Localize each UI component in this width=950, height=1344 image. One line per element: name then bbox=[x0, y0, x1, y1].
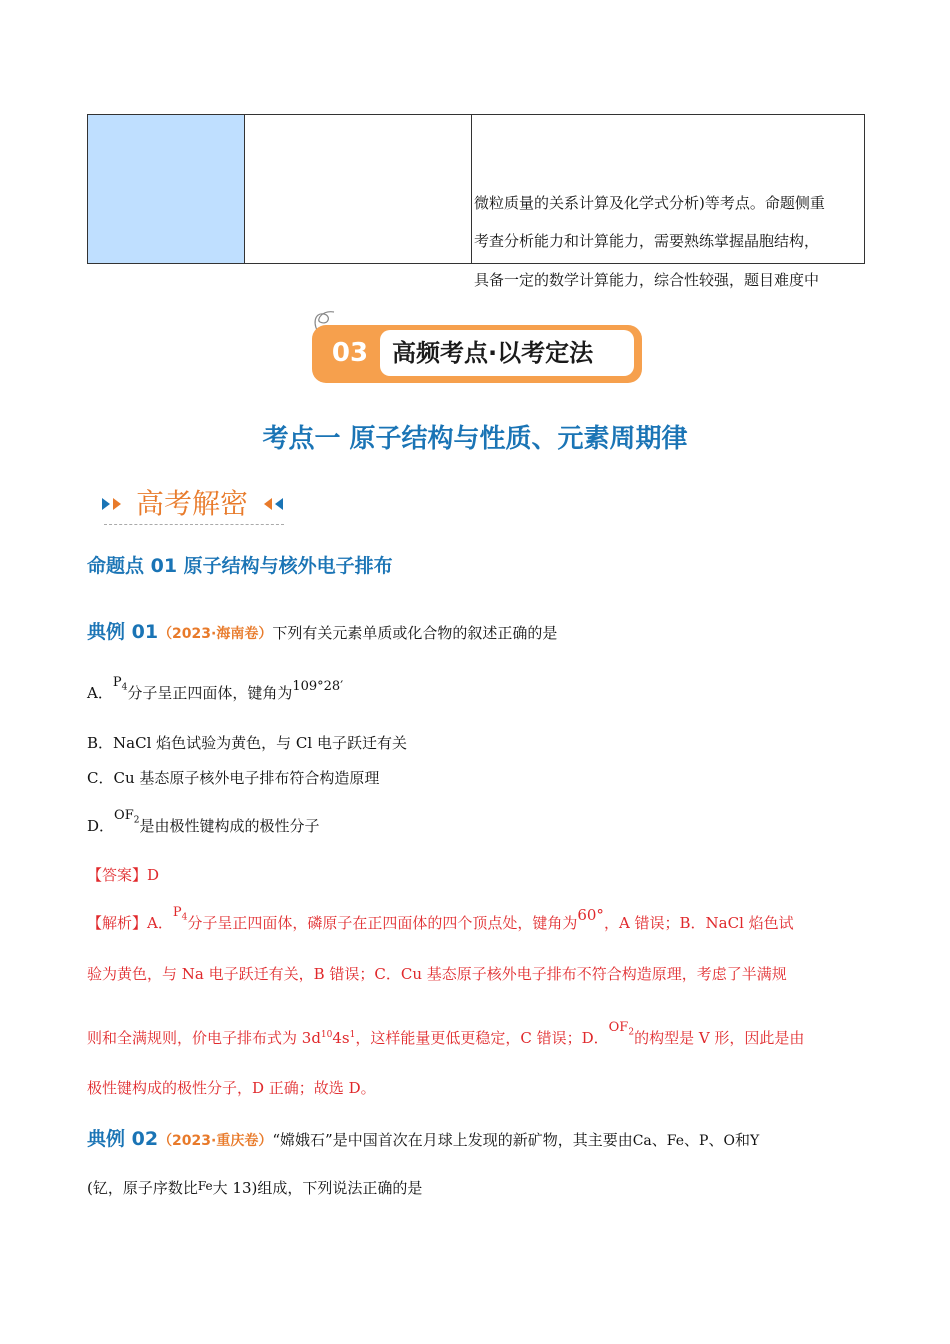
option-b: B．NaCl 焰色试验为黄色，与 Cl 电子跃迁有关 bbox=[87, 734, 407, 752]
formula-text: OF bbox=[114, 808, 134, 823]
table-text-line: 考查分析能力和计算能力，需要熟练掌握晶胞结构， bbox=[474, 232, 820, 250]
table-cell-category bbox=[88, 115, 245, 263]
analysis-text: 4s bbox=[332, 1029, 350, 1047]
option-a-prefix: A． bbox=[87, 684, 113, 702]
badge-title: 高频考点·以考定法 bbox=[392, 339, 594, 367]
option-d-prefix: D． bbox=[87, 817, 115, 835]
angle-value: 60° bbox=[577, 906, 604, 924]
formula-text: P bbox=[112, 675, 122, 690]
question-text: 下列有关元素单质或化合物的叙述正确的是 bbox=[272, 624, 558, 642]
section-title: 考点一 原子结构与性质、元素周期律 bbox=[262, 424, 688, 454]
formula-text: P bbox=[172, 905, 182, 920]
separator: 、 bbox=[684, 1131, 700, 1149]
subsection-title: 命题点 01 原子结构与核外电子排布 bbox=[87, 555, 393, 577]
analysis-text: 分子呈正四面体，磷原子在正四面体的四个顶点处，键角为 bbox=[187, 914, 578, 932]
analysis-label: 【解析】A． bbox=[87, 914, 173, 932]
formula-sub: 4 bbox=[121, 682, 128, 693]
analysis-line-2: 验为黄色，与 Na 电子跃迁有关，B 错误；C．Cu 基态原子核外电子排布不符合构造原理，考虑了半满规 bbox=[87, 965, 787, 983]
analysis-text: 则和全满规则，价电子排布式为 3d bbox=[87, 1029, 321, 1047]
formula-sub: 4 bbox=[181, 912, 188, 923]
question-text: (钇，原子序数比 bbox=[87, 1179, 198, 1197]
dashed-divider bbox=[104, 524, 284, 525]
separator: 、 bbox=[708, 1131, 724, 1149]
example-label: 典例 01 bbox=[87, 621, 159, 643]
example-source: （2023·海南卷） bbox=[158, 626, 273, 642]
analysis-line-4: 极性键构成的极性分子，D 正确；故选 D。 bbox=[87, 1079, 376, 1097]
analysis-text: 的构型是 V 形，因此是由 bbox=[634, 1029, 805, 1047]
element-ca: Ca bbox=[632, 1133, 652, 1149]
badge-number: 03 bbox=[331, 338, 369, 368]
element-fe: Fe bbox=[197, 1179, 213, 1193]
option-d bbox=[87, 808, 320, 838]
example-2-question bbox=[87, 1124, 759, 1151]
example-label: 典例 02 bbox=[87, 1128, 159, 1150]
formula-p4 bbox=[112, 675, 128, 693]
table-cell-topic bbox=[244, 115, 472, 263]
double-arrow-right-icon bbox=[100, 496, 128, 512]
formula-sub: 2 bbox=[628, 1027, 635, 1038]
question-text: “嫦娥石”是中国首次在月球上发现的新矿物，其主要由 bbox=[272, 1131, 633, 1149]
analysis-line-3 bbox=[87, 1020, 805, 1050]
element-o: O bbox=[723, 1133, 735, 1149]
element-fe: Fe bbox=[666, 1133, 685, 1149]
formula-p4 bbox=[172, 905, 188, 923]
formula-sub: 2 bbox=[133, 815, 140, 826]
superscript: 10 bbox=[320, 1030, 333, 1040]
analysis-text: ，这样能量更低更稳定，C 错误；D． bbox=[355, 1029, 609, 1047]
double-arrow-left-icon bbox=[260, 496, 288, 512]
option-a-text: 分子呈正四面体，键角为 bbox=[127, 684, 293, 702]
section-badge bbox=[312, 325, 642, 383]
table-text-line: 微粒质量的关系计算及化学式分析)等考点。命题侧重 bbox=[474, 194, 825, 212]
example-source: （2023·重庆卷） bbox=[158, 1133, 273, 1149]
gaokao-title: 高考解密 bbox=[136, 487, 249, 520]
table-text-line: 具备一定的数学计算能力，综合性较强，题目难度中 bbox=[474, 271, 820, 289]
angle-value: 109°28′ bbox=[292, 679, 344, 694]
analysis-line-1 bbox=[87, 905, 794, 935]
option-c: C．Cu 基态原子核外电子排布符合构造原理 bbox=[87, 769, 380, 787]
element-p: P bbox=[699, 1133, 709, 1149]
question-text: 大 13)组成，下列说法正确的是 bbox=[212, 1179, 423, 1197]
option-d-text: 是由极性键构成的极性分子 bbox=[139, 817, 320, 835]
conjunction: 和 bbox=[734, 1131, 750, 1149]
option-a bbox=[87, 675, 344, 705]
superscript: 1 bbox=[349, 1030, 356, 1040]
example-2-line-2 bbox=[87, 1177, 422, 1198]
formula-of2 bbox=[608, 1020, 635, 1038]
answer: 【答案】D bbox=[87, 866, 160, 884]
formula-text: OF bbox=[608, 1020, 629, 1035]
element-y: Y bbox=[749, 1133, 760, 1149]
formula-of2 bbox=[114, 808, 140, 826]
separator: 、 bbox=[651, 1131, 667, 1149]
badge-inner bbox=[380, 330, 634, 376]
analysis-text: ，A 错误；B．NaCl 焰色试 bbox=[603, 914, 794, 932]
example-1-question bbox=[87, 617, 557, 644]
